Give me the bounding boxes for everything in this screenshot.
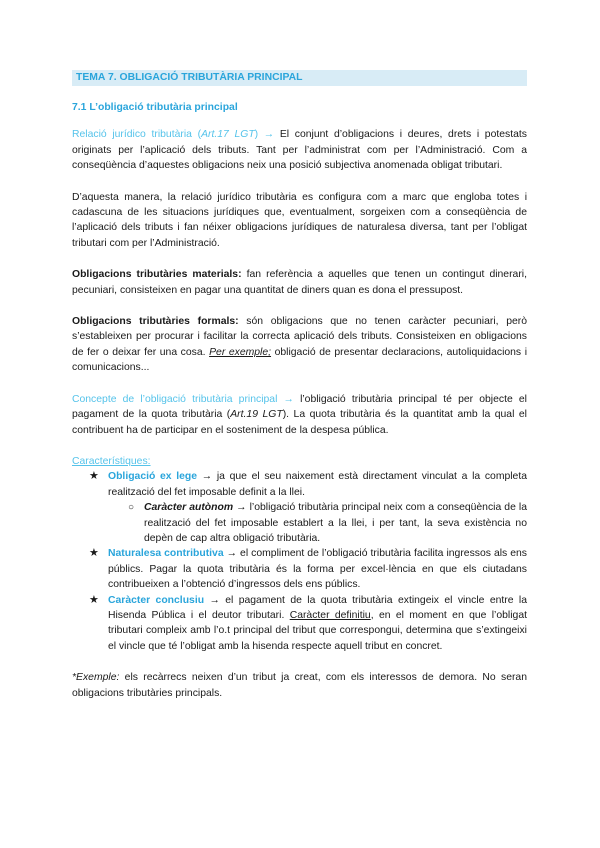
formals-example: Per exemple; [209,346,272,358]
list-item [72,593,527,655]
relacio-paragraph [72,127,527,173]
relacio-text: El conjunt d’obligacions i deures, drets i potestats originats per l’aplicació dels tributs. Tant per l’administrat com per l’Administració. Com a conseqüència d’aquestes obligacions neix una posició subjectiva anomenada obligat tributari. [72,129,527,172]
item-text: → ja que el seu naixement està directament vinculat a la completa realització del fet imposable definit a la llei. [108,471,528,498]
star-bullet-icon: ★ [89,470,99,483]
materials-term: Obligacions tributàries materials: [72,269,242,281]
star-bullet-icon: ★ [89,593,99,606]
relacio-term: Relació jurídico tributària ( [72,129,202,141]
section-heading: 7.1 L’obligació tributària principal [72,102,238,113]
item-text2: , en el moment en que l’obligat tributari compleix amb l’o.t principal del tribut que correspongui, determina que s’extingeixi el vincle que té l’obligat amb la hisenda respecte aquell tribut en concret. [108,609,527,652]
exemple-term: *Exemple: [72,672,120,684]
materials-text: fan referència a aquelles que tenen un contingut dinerari, pecuniari, consisteixen en pagar una quantitat de diners quan es dona el pressupost. [72,269,527,296]
relacio-ref: Art.17 LGT [201,129,255,141]
subitem-term: Caràcter autònom [144,502,234,514]
circle-bullet-icon: ○ [128,502,135,514]
exemple-text: els recàrrecs neixen d’un tribut ja creat, com els interessos de demora. No seran obligacions tributàries principals. [72,672,527,699]
formals-term: Obligacions tributàries formals: [72,316,239,328]
paragraph-2: D’aquesta manera, la relació jurídico tributària es configura com a marc que engloba totes i cadascuna de les situacions jurídiques que, eventualment, sorgeixen com a conseqüència de l’aplicació dels tributs i fan néixer obligacions jurídiques de naturalesa diversa, tant per l’obligat tributari com per l’Administració. [72,191,527,249]
item-text: → el pagament de la quota tributària extingeix el vincle entre la Hisenda Pública i el deutor tributari. [108,594,527,621]
formals-text: són obligacions que no tenen caràcter pecuniari, però s’estableixen per procurar i facilitar la correcta aplicació dels tributs. Consisteixen en obligacions de fer o deixar fer una cosa. [72,316,528,358]
list-item [72,546,527,592]
sub-list-item [72,500,527,546]
star-bullet-icon: ★ [89,547,99,560]
item-term: Naturalesa contributiva [108,548,224,560]
relacio-close: ) → [254,129,275,141]
concepte-term: Concepte de l’obligació tributària principal → [72,393,294,405]
formals-text2: obligació de presentar declaracions, autoliquidacions i comunicacions... [72,346,528,374]
subitem-text: → l’obligació tributària principal neix com a conseqüència de la realització del fet imposable establert a la llei, i per tant, la seva existència no depèn de cap altra obligació tributària. [144,502,527,544]
document-page [72,70,527,701]
concepte-text: l’obligació tributària principal té per objecte el pagament de la quota tributària ( [72,393,527,421]
chapter-title: TEMA 7. OBLIGACIÓ TRIBUTÀRIA PRINCIPAL [72,70,527,86]
concepte-ref: Art.19 LGT [230,409,283,421]
item-text: → el compliment de l’obligació tributària facilita ingressos als ens públics. Pagar la quota tributària és la forma per excel·lència en que els ciutadans contribueixen a l’obtenció d’ingressos dels ens públics. [108,548,528,591]
item-term: Obligació ex lege [108,471,198,483]
formals-paragraph [72,314,527,376]
concepte-paragraph [72,392,527,438]
item-underlined: Caràcter definitiu [289,609,371,621]
list-item [72,469,527,500]
item-term: Caràcter conclusiu [108,594,205,606]
caracteristiques-label: Característiques: [72,455,151,467]
concepte-text2: ). La quota tributària és la quantitat amb la qual el contribuent ha de participar en el sosteniment de la despesa pública. [72,409,527,436]
materials-paragraph [72,267,527,298]
exemple-paragraph [72,670,527,701]
